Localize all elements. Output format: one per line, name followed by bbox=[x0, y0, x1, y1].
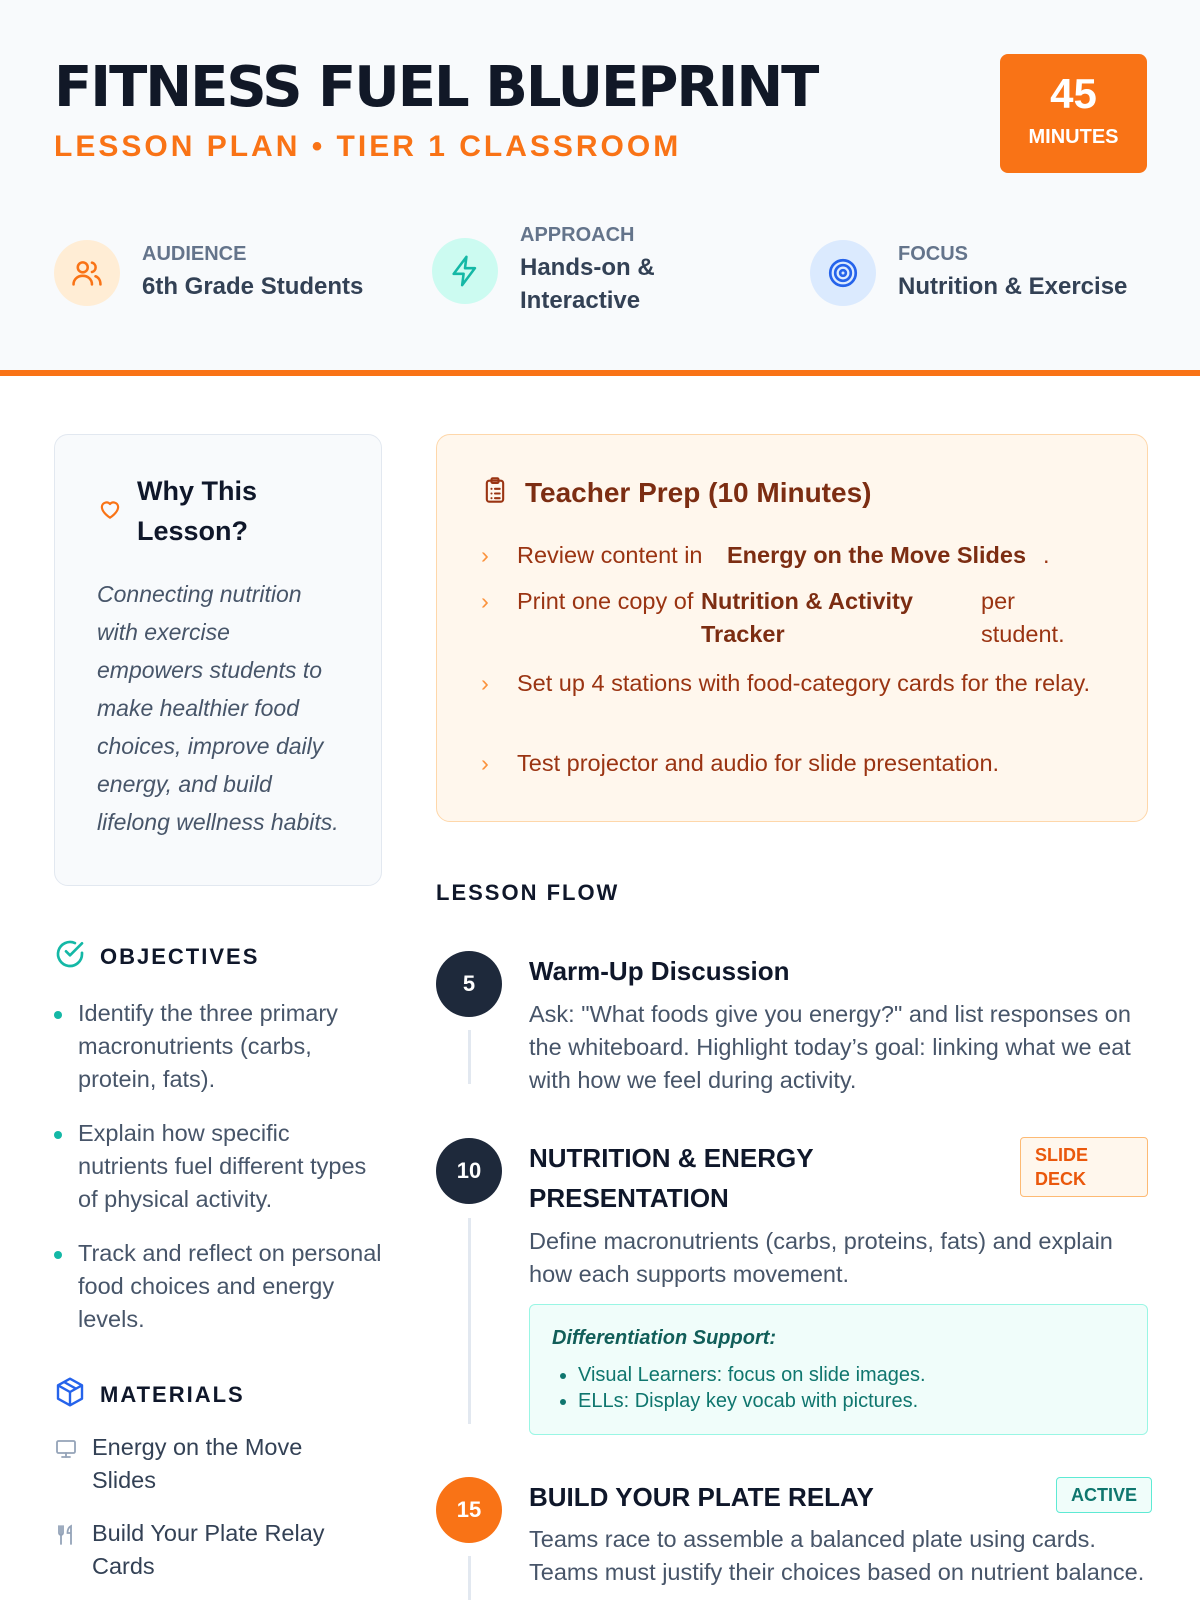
meta-focus bbox=[810, 240, 1138, 306]
timeline-line bbox=[468, 1556, 471, 1600]
chevron-right-icon: › bbox=[481, 750, 489, 776]
duration-unit: MINUTES bbox=[1028, 126, 1119, 148]
list-item: • Visual Learners: focus on slide images. bbox=[578, 1362, 1125, 1388]
heart-icon bbox=[97, 496, 123, 527]
step-description: Ask: "What foods give you energy?" and list responses on the whiteboard. Highlight today’s goal: linking what we eat with how we feel during activity. bbox=[529, 1001, 1131, 1093]
list-item: Explain how specific nutrients fuel different types of physical activity. bbox=[54, 1117, 382, 1216]
active-tag: ACTIVE bbox=[1056, 1477, 1152, 1513]
objectives-header bbox=[54, 938, 382, 975]
why-text: Connecting nutrition with exercise empowers students to make healthier food choices, improve daily energy, and build lifelong wellness habits. bbox=[97, 581, 339, 835]
prep-item: › Review content in Energy on the Move Slides . bbox=[481, 539, 1050, 572]
objectives-list bbox=[54, 997, 382, 1336]
step-description: Teams race to assemble a balanced plate using cards. Teams must justify their choices based on nutrient balance. bbox=[529, 1526, 1145, 1585]
meta-value: Nutrition & Exercise bbox=[898, 273, 1128, 300]
duration-value: 45 bbox=[1050, 70, 1097, 117]
prep-title: Teacher Prep (10 Minutes) bbox=[525, 476, 872, 508]
page-subtitle: LESSON PLAN • TIER 1 CLASSROOM bbox=[54, 130, 682, 163]
chevron-right-icon: › bbox=[481, 670, 489, 696]
monitor-icon bbox=[54, 1437, 78, 1466]
teacher-prep-card bbox=[436, 434, 1148, 822]
check-circle-icon bbox=[54, 938, 86, 975]
step-title: Warm-Up Discussion bbox=[529, 956, 790, 986]
material-label: Energy on the Move Slides bbox=[92, 1434, 303, 1493]
differentiation-title: Differentiation Support: bbox=[552, 1327, 777, 1349]
objectives-title: OBJECTIVES bbox=[100, 943, 260, 969]
slide-deck-tag: SLIDE DECK bbox=[1020, 1137, 1148, 1197]
lesson-flow-title: LESSON FLOW bbox=[436, 880, 620, 905]
materials-title: MATERIALS bbox=[100, 1381, 245, 1407]
material-item bbox=[54, 1431, 382, 1497]
meta-audience bbox=[54, 240, 372, 306]
left-column bbox=[54, 434, 382, 1583]
users-icon bbox=[54, 240, 120, 306]
prep-item: › Set up 4 stations with food-category cards for the relay. bbox=[481, 667, 1097, 700]
list-item: Track and reflect on personal food choices and energy levels. bbox=[54, 1237, 382, 1336]
list-item: Identify the three primary macronutrients (carbs, protein, fats). bbox=[54, 997, 382, 1096]
material-label: Build Your Plate Relay Cards bbox=[92, 1520, 325, 1579]
clipboard-icon bbox=[481, 475, 509, 510]
duration-badge bbox=[1000, 54, 1147, 173]
timeline-line bbox=[468, 1030, 471, 1084]
materials-header bbox=[54, 1376, 382, 1413]
step-minutes: 15 bbox=[436, 1477, 502, 1543]
prep-item: › Print one copy of Nutrition & Activity Tracker per student. bbox=[481, 585, 1091, 651]
step-minutes: 5 bbox=[436, 951, 502, 1017]
step-title: NUTRITION & ENERGY PRESENTATION bbox=[529, 1143, 814, 1213]
meta-label: FOCUS bbox=[898, 243, 968, 265]
step-description: Define macronutrients (carbs, proteins, fats) and explain how each supports movement. bbox=[529, 1228, 1113, 1287]
why-card bbox=[54, 434, 382, 886]
meta-label: APPROACH bbox=[520, 224, 635, 246]
differentiation-box bbox=[529, 1304, 1148, 1435]
page-title: FITNESS FUEL BLUEPRINT bbox=[54, 55, 818, 120]
chevron-right-icon: › bbox=[481, 588, 489, 614]
header bbox=[0, 0, 1200, 376]
why-title: Why This Lesson? bbox=[137, 476, 257, 546]
chevron-right-icon: › bbox=[481, 542, 489, 568]
step-minutes: 10 bbox=[436, 1138, 502, 1204]
meta-value: Hands-on & Interactive bbox=[520, 254, 655, 314]
list-item: • ELLs: Display key vocab with pictures. bbox=[578, 1388, 1125, 1414]
target-icon bbox=[810, 240, 876, 306]
utensils-icon bbox=[54, 1523, 78, 1552]
box-icon bbox=[54, 1376, 86, 1413]
meta-value: 6th Grade Students bbox=[142, 273, 364, 300]
meta-label: AUDIENCE bbox=[142, 243, 247, 265]
lightning-icon bbox=[432, 238, 498, 304]
material-item bbox=[54, 1517, 382, 1583]
prep-item: › Test projector and audio for slide presentation. bbox=[481, 747, 1117, 780]
timeline-line bbox=[468, 1218, 471, 1424]
differentiation-list bbox=[552, 1362, 1125, 1414]
meta-approach bbox=[432, 224, 680, 317]
step-title: BUILD YOUR PLATE RELAY bbox=[529, 1482, 874, 1512]
